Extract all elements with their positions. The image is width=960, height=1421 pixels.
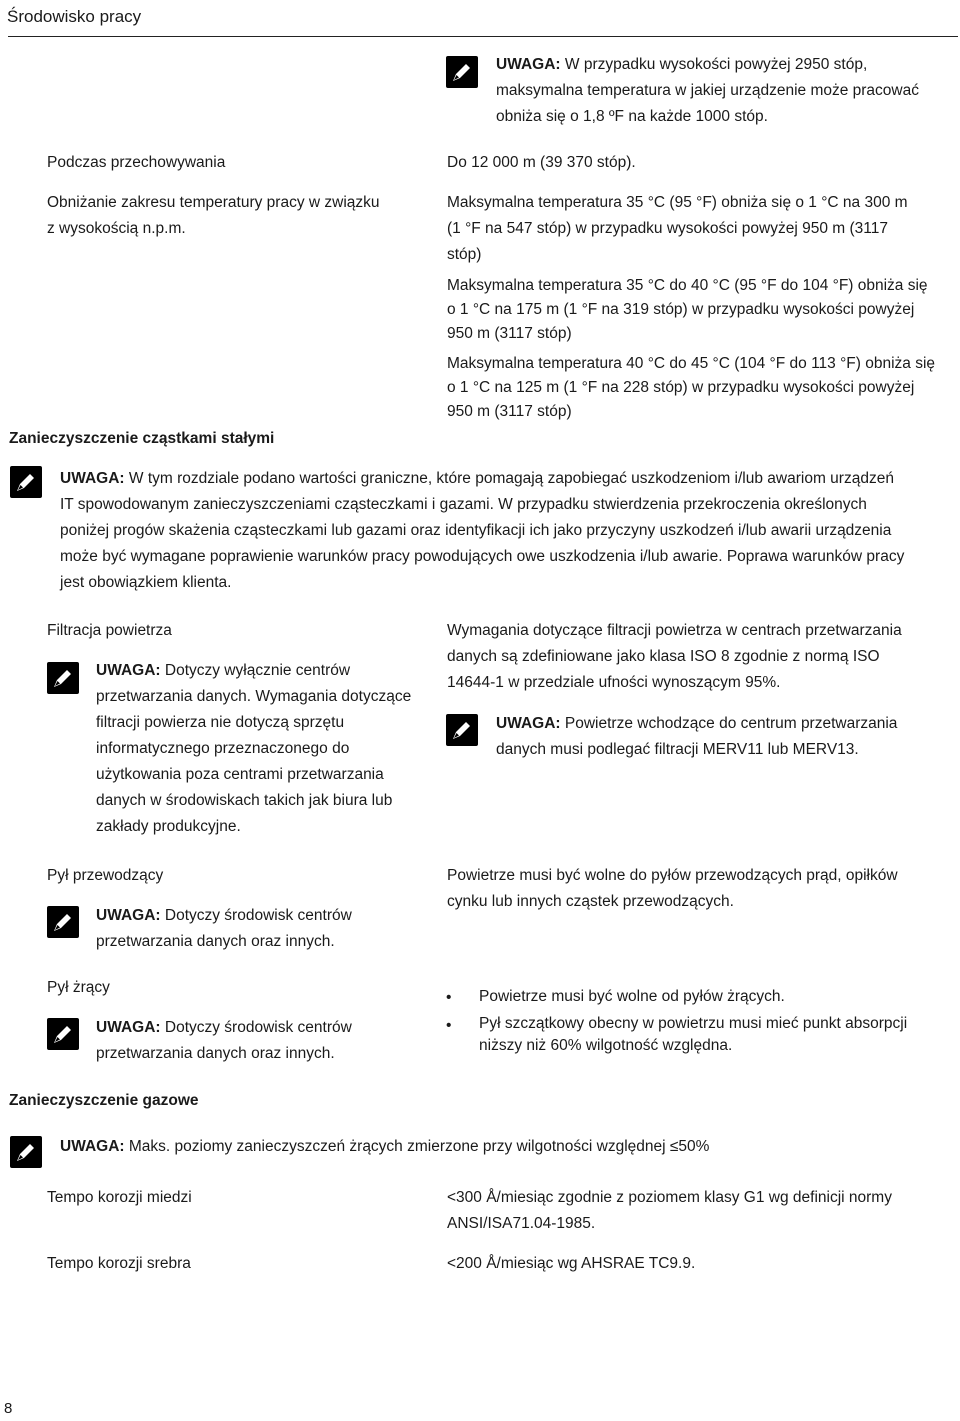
note-pencil-icon xyxy=(47,662,79,694)
note-line: W przypadku wysokości powyżej 2950 stóp, xyxy=(560,56,868,73)
note-line: informatycznego przeznaczonego do xyxy=(96,740,350,757)
derating-values xyxy=(447,190,957,424)
note-line: Dotyczy środowisk centrów xyxy=(160,907,352,924)
silver-corrosion-value: <200 Å/miesiąc wg AHSRAE TC9.9. xyxy=(447,1255,696,1272)
text-line: 950 m (3117 stóp) xyxy=(447,325,572,342)
particulate-note xyxy=(60,466,904,596)
text-line: 950 m (3117 stóp) xyxy=(447,403,572,420)
text-line: Pył szczątkowy obecny w powietrzu musi mieć punkt absorpcji xyxy=(479,1015,908,1032)
note-label: UWAGA: xyxy=(496,56,561,73)
conductive-dust-label: Pył przewodzący xyxy=(47,867,164,884)
text-line: (1 °F na 547 stóp) w przypadku wysokości powyżej 950 m (3117 xyxy=(447,220,888,237)
note-pencil-icon xyxy=(47,1018,79,1050)
derating-paragraph xyxy=(447,190,957,268)
derating-label-line: z wysokością n.p.m. xyxy=(47,220,186,237)
note-line: może być wymagane poprawienie warunków pracy powodujących owe uszkodzenia i/lub awarie. Poprawa warunków pracy xyxy=(60,548,905,565)
air-filtration-note xyxy=(96,658,411,840)
text-line: Maksymalna temperatura 35 °C (95 °F) obniża się o 1 °C na 300 m xyxy=(447,194,908,211)
note-pencil-icon xyxy=(47,906,79,938)
derating-label xyxy=(47,190,380,242)
note-pencil-icon xyxy=(10,466,42,498)
note-line: Powietrze wchodzące do centrum przetwarzania xyxy=(560,715,898,732)
copper-corrosion-label: Tempo korozji miedzi xyxy=(47,1189,192,1206)
conductive-dust-value xyxy=(447,863,898,915)
text-line: danych są zdefiniowane jako klasa ISO 8 zgodnie z normą ISO xyxy=(447,648,880,665)
derating-paragraph xyxy=(447,352,957,424)
note-line: Dotyczy wyłącznie centrów xyxy=(160,662,351,679)
note-line: przetwarzania danych oraz innych. xyxy=(96,1045,335,1062)
note-pencil-icon xyxy=(446,714,478,746)
note-label: UWAGA: xyxy=(96,907,161,924)
text-line: niższy niż 60% wilgotność względna. xyxy=(479,1037,733,1054)
derating-label-line: Obniżanie zakresu temperatury pracy w związku xyxy=(47,194,380,211)
text-line: o 1 °C na 175 m (1 °F na 319 stóp) w przypadku wysokości powyżej xyxy=(447,301,915,318)
text-line: o 1 °C na 125 m (1 °F na 228 stóp) w przypadku wysokości powyżej xyxy=(447,379,915,396)
air-filtration-label: Filtracja powietrza xyxy=(47,622,172,639)
text-line: Maksymalna temperatura 35 °C do 40 °C (95 °F do 104 °F) obniża się xyxy=(447,277,928,294)
storage-label: Podczas przechowywania xyxy=(47,154,226,171)
note-label: UWAGA: xyxy=(96,662,161,679)
air-filtration-value xyxy=(447,618,902,696)
text-line: 14644-1 w przedziale ufności wynoszącym 95%. xyxy=(447,674,781,691)
note-line: Dotyczy środowisk centrów xyxy=(160,1019,352,1036)
text-line: Maksymalna temperatura 40 °C do 45 °C (104 °F do 113 °F) obniża się xyxy=(447,355,936,372)
page-number: 8 xyxy=(4,1400,13,1417)
text-line: Powietrze musi być wolne od pyłów żrących. xyxy=(479,988,785,1005)
note-label: UWAGA: xyxy=(60,1138,125,1155)
corrosive-dust-note xyxy=(96,1015,352,1067)
note-line: IT spowodowanym zanieczyszczeniami cząsteczkami i gazami. W przypadku stwierdzenia przekroczenia określonych xyxy=(60,496,867,513)
text-line: Wymagania dotyczące filtracji powietrza w centrach przetwarzania xyxy=(447,622,902,639)
text-line: ANSI/ISA71.04-1985. xyxy=(447,1215,596,1232)
derating-paragraph xyxy=(447,274,957,346)
note-pencil-icon xyxy=(446,56,478,88)
text-line: stóp) xyxy=(447,246,482,263)
altitude-note xyxy=(496,52,919,130)
bullet-item xyxy=(479,985,785,1009)
note-line: przetwarzania danych oraz innych. xyxy=(96,933,335,950)
text-line: Powietrze musi być wolne do pyłów przewodzących prąd, opiłków xyxy=(447,867,898,884)
note-label: UWAGA: xyxy=(96,1019,161,1036)
note-line: przetwarzania danych. Wymagania dotyczące xyxy=(96,688,412,705)
conductive-dust-note xyxy=(96,903,352,955)
gaseous-note xyxy=(60,1134,709,1160)
bullet-marker: • xyxy=(446,989,452,1006)
merv-note xyxy=(496,711,897,763)
copper-corrosion-value xyxy=(447,1185,892,1237)
gaseous-heading: Zanieczyszczenie gazowe xyxy=(9,1092,199,1109)
note-label: UWAGA: xyxy=(60,470,125,487)
note-line: poniżej progów skażenia cząsteczkami lub gazami oraz identyfikacji ich jako przyczyny uszkodzeń i/lub awarii urządzenia xyxy=(60,522,892,539)
header-divider xyxy=(8,36,958,37)
note-line: W tym rozdziale podano wartości graniczne, które pomagają zapobiegać uszkodzeniom i/lub awariom urządzeń xyxy=(124,470,894,487)
note-line: danych musi podlegać filtracji MERV11 lub MERV13. xyxy=(496,741,859,758)
silver-corrosion-label: Tempo korozji srebra xyxy=(47,1255,191,1272)
text-line: cynku lub innych cząstek przewodzących. xyxy=(447,893,734,910)
note-label: UWAGA: xyxy=(496,715,561,732)
bullet-marker: • xyxy=(446,1017,452,1034)
note-line: filtracji powierza nie dotyczą sprzętu xyxy=(96,714,345,731)
note-line: jest obowiązkiem klienta. xyxy=(60,574,232,591)
particulate-heading: Zanieczyszczenie cząstkami stałymi xyxy=(9,430,275,447)
note-line: użytkowania poza centrami przetwarzania xyxy=(96,766,384,783)
note-line: zakłady produkcyjne. xyxy=(96,818,241,835)
bullet-item xyxy=(479,1013,907,1057)
text-line: <300 Å/miesiąc zgodnie z poziomem klasy G1 wg definicji normy xyxy=(447,1189,892,1206)
note-line: obniża się o 1,8 ºF na każde 1000 stóp. xyxy=(496,108,768,125)
note-pencil-icon xyxy=(10,1136,42,1168)
note-line: danych w środowiskach takich jak biura lub xyxy=(96,792,393,809)
storage-value: Do 12 000 m (39 370 stóp). xyxy=(447,154,636,171)
note-line: maksymalna temperatura w jakiej urządzenie może pracować xyxy=(496,82,919,99)
page-title: Środowisko pracy xyxy=(7,7,142,26)
corrosive-dust-label: Pył żrący xyxy=(47,979,110,996)
note-line: Maks. poziomy zanieczyszczeń żrących zmierzone przy wilgotności względnej ≤50% xyxy=(124,1138,710,1155)
